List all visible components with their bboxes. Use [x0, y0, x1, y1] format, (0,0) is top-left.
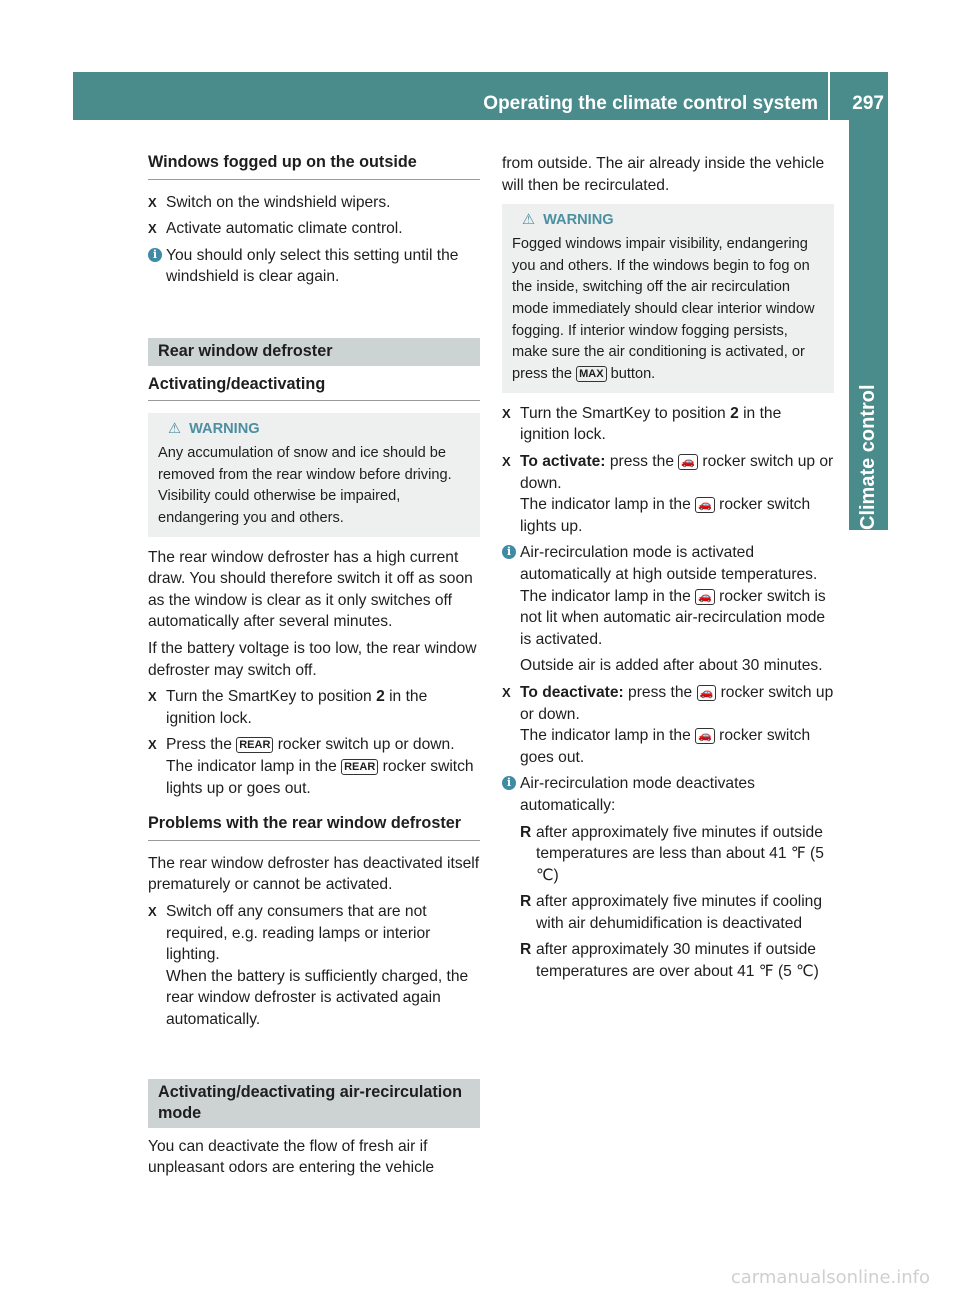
step-wipers: X Switch on the windshield wipers.	[148, 192, 480, 214]
step-marker-icon: X	[148, 194, 157, 210]
heading-fogged: Windows fogged up on the outside	[148, 152, 480, 180]
warning-triangle-icon: ⚠	[522, 212, 536, 229]
step-smartkey-right: X Turn the SmartKey to position 2 in the ignition lock.	[502, 404, 782, 444]
warning-box-1	[148, 413, 480, 537]
side-tab-label: Climate control	[857, 384, 879, 530]
section-recirc: Activating/deactivating air-recirculation mode	[148, 1079, 480, 1128]
step-marker-icon: X	[148, 737, 157, 753]
step-deactivate: X To deactivate: press the 🚗 rocker switch up or down. The indicator lamp in the 🚗 rocker switch goes out.	[502, 683, 834, 766]
step-marker-icon: X	[502, 454, 511, 469]
step-marker-icon: X	[148, 689, 157, 705]
step-marker-icon: X	[148, 221, 157, 237]
header-title: Operating the climate control system	[483, 93, 818, 114]
warning-triangle-icon: ⚠	[168, 421, 182, 438]
para-continued: from outside. The air already inside the vehicle will then be recirculated.	[502, 155, 825, 194]
recirculation-car-icon: 🚗	[695, 497, 715, 513]
warning-text: Any accumulation of snow and ice should be removed from the rear window before driving. Visibility could otherwise be impaired, endangering you and others.	[158, 444, 452, 526]
para-voltage: If the battery voltage is too low, the rear window defroster may switch off.	[148, 640, 477, 679]
side-tab	[849, 120, 888, 530]
para-fresh: You can deactivate the flow of fresh air if unpleasant odors are entering the vehicle	[148, 1137, 435, 1177]
warning-heading: ⚠ WARNING	[512, 210, 824, 232]
bullet-item: R after approximately 30 minutes if outside temperatures are over about 41 ℉ (5 ℃)	[520, 941, 819, 981]
section-defroster: Rear window defroster	[148, 338, 480, 366]
info-icon: i	[502, 776, 516, 790]
info-icon: i	[502, 545, 516, 559]
bullet-item: R after approximately five minutes if outside temperatures are less than about 41 ℉ (5 ℃)	[520, 823, 824, 884]
page-number: 297	[852, 93, 884, 114]
info-auto-recirc: i Air-recirculation mode is activated automatically at high outside temperatures. The indicator lamp in the 🚗 rocker switch is not lit when automatic air-recirculation mode is activated. Outside air is added after about 30 minutes.	[502, 542, 834, 677]
step-marker-icon: X	[502, 684, 511, 700]
bullet-marker-icon: R	[520, 823, 532, 841]
info-icon: i	[148, 248, 162, 262]
recirculation-car-icon: 🚗	[697, 685, 717, 701]
rear-defrost-icon: REAR	[236, 737, 273, 753]
recirculation-car-icon: 🚗	[695, 728, 715, 744]
step-consumers: X Switch off any consumers that are not required, e.g. reading lamps or interior lighting. When the battery is sufficiently charged, the rear window defroster is activated again automatically.	[148, 902, 469, 1028]
info-deactivates: i Air-recirculation mode deactivates automatically:	[502, 773, 834, 816]
heading-problems: Problems with the rear window defroster	[148, 813, 480, 841]
bullet-marker-icon: R	[520, 893, 532, 911]
step-activate: X To activate: press the 🚗 rocker switch up or down. The indicator lamp in the 🚗 rocker switch lights up.	[502, 453, 834, 535]
para-current: The rear window defroster has a high current draw. You should therefore switch it off as soon as the window is clear as it only switches off automatically after several minutes.	[148, 548, 473, 631]
header-divider	[828, 72, 830, 120]
left-column	[148, 152, 480, 1184]
step-smartkey: X Turn the SmartKey to position 2 in the ignition lock.	[148, 688, 428, 727]
warning-text: Fogged windows impair visibility, endangering you and others. If the windows begin to fog on the inside, switching off the air recirculation mode immediately should clear interior window fogging. If interior window fogging persists, make sure the air conditioning is activated, or press the MAX button.	[512, 235, 815, 383]
max-defrost-icon: MAX	[576, 366, 606, 382]
para-deactivated: The rear window defroster has deactivated itself prematurely or cannot be activated.	[148, 854, 480, 894]
watermark: carmanualsonline.info	[730, 1267, 930, 1289]
step-marker-icon: X	[502, 405, 511, 421]
heading-activating: Activating/deactivating	[148, 374, 480, 402]
step-auto: X Activate automatic climate control.	[148, 218, 480, 240]
right-column	[502, 153, 834, 988]
info-select: i You should only select this setting until the windshield is clear again.	[148, 245, 480, 288]
warning-heading: ⚠ WARNING	[158, 419, 470, 441]
recirculation-car-icon: 🚗	[695, 589, 715, 605]
bullet-marker-icon: R	[520, 941, 532, 959]
page-header	[73, 72, 888, 120]
step-press-rear: X Press the REAR rocker switch up or down. The indicator lamp in the REAR rocker switch lights up or goes out.	[148, 736, 474, 797]
recirculation-car-icon: 🚗	[678, 454, 698, 470]
rear-defrost-icon: REAR	[341, 759, 378, 775]
step-marker-icon: X	[148, 903, 157, 919]
bullet-item: R after approximately five minutes if cooling with air dehumidification is deactivated	[520, 893, 823, 932]
warning-box-2	[502, 204, 834, 393]
